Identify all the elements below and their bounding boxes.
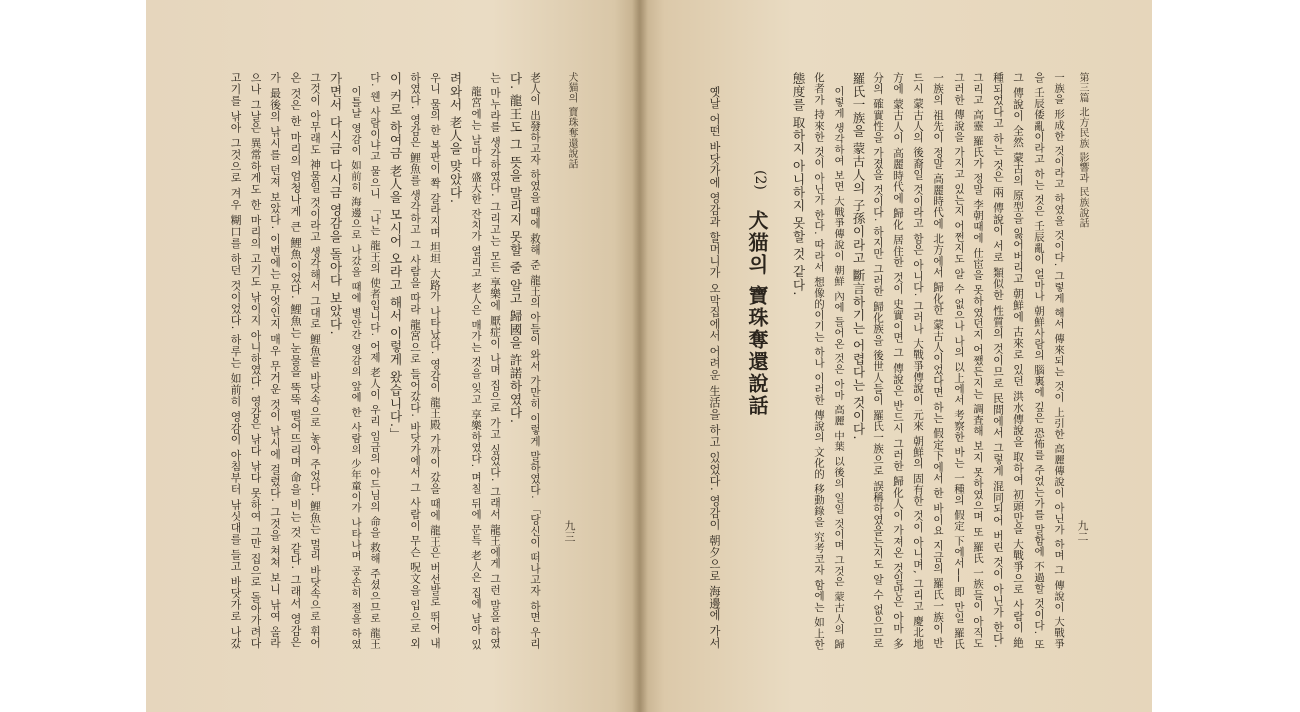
left-line: 老人이 出發하고자 하였을 때에 救해 준 龍王의 아들이 와서 가만히 이렇게 말하였다. 「당신이 떠나고자 하면 우리: [529, 72, 541, 650]
right-line: 그리고 高靈 羅氏가 정말 李朝때에 仕宦을 못하였던지 어쨌든지는 調査해 보지 못하였으며 또 羅氏 一族들이 아직도: [972, 72, 984, 649]
right-line: 드시 蒙古人의 後裔일 것이라고 함은 아니다. 그러나 大戰爭傳說이 元來 朝鮮의 固有한 것이 아니며, 그리고 慶北地: [912, 72, 924, 650]
right-line: 一族을 形成한 것이라고 하였을 것이다. 그렇게 해서 傳來되는 것이 上引한 高麗傳說이 아닌가 하며 그 傳說이 大戰爭: [1052, 72, 1064, 650]
left-line: 온 것은 한 마리의 엄청나게 큰 鯉魚이었다. 鯉魚는 눈물을 뚝뚝 떨어뜨리며 命을 비는 것 같다. 그래서 영감은: [289, 72, 302, 648]
open-book: [146, 0, 1152, 712]
left-page: [146, 0, 639, 712]
right-line: 一族의 祖先이 정말 高麗時代에 北方에서 歸化한 蒙古人이었다면 하는 假定下에서 한 바이요 지금의 羅氏一族이 반: [932, 72, 944, 649]
section-title: 犬猫의 寶珠奪還說話: [745, 210, 769, 417]
right-line: 態度를 取하지 아니하지 못할 것 같다.: [791, 72, 806, 296]
right-page: [639, 0, 1152, 712]
left-page-number: 九三: [563, 520, 576, 542]
right-line: 方에 蒙古人이 高麗時代에 歸化 居住한 것이 史實이면 그 傳說은 반드시 그러한 歸化人이 가져온 것일만은 아마 多: [892, 72, 905, 650]
left-line: 가면서 다시금 다시금 영감을 돌아다 보았다.: [328, 72, 343, 336]
left-line: 다. 龍王도 그 뜻을 말리지 못할 줄 알고 歸國을 許諾하였다.: [508, 72, 523, 424]
right-page-number: 九二: [1076, 520, 1089, 542]
left-line: 우니 물의 한 복판이 쫙 갈라지며 坦坦 大路가 나타났다. 영감이 龍王殿 가까이 갔을 때에 龍王은 버선발로 뛰어 내: [429, 72, 442, 649]
left-line: 하였다. 영감은 鯉魚를 생각하고 그 사람을 따라 龍宮으로 들어갔다. 바닷가에서 그 사람이 무슨 呪文을 입으로 외: [409, 72, 422, 649]
right-line: 을 壬辰倭亂이라고 하는 것은 壬辰亂이 얼마나 朝鮮사람의 腦裏에 깊은 恐怖를 주었는가를 말함에 不過할 것이다. 또: [1032, 72, 1044, 650]
book-gutter: [632, 0, 648, 712]
left-line: 이틀날 영감이 如前히 海邊으로 나갔을 때에 별안간 영감의 앞에 한 사람의 少年童이가 나타나며 공손히 절을 하였: [349, 86, 361, 651]
right-line: 種되었다고 하는 것은 兩 傳說이 서로 類似한 性質의 것이므로 民間에서 그렇게 混同되어 버린 것이 아닌가 한다.: [992, 72, 1005, 649]
right-running-head: 第三篇 北方民族 影響과 民族說話: [1077, 72, 1088, 229]
left-line: 이 커로 하여금 老人을 모시어 오라고 해서 이렇게 왔습니다.」: [388, 72, 403, 441]
left-line: 그것이 아무래도 神물일 것이라고 생각해서 그대로 鯉魚를 바닷속으로 놓아 주었다. 鯉魚는 멀리 바닷속으로 휘어: [309, 72, 322, 649]
left-line: 려와서 老人을 맞았다.: [448, 72, 463, 204]
right-line: 그 傳說이 全然 蒙古의 原型을 잃어버리고 朝鮮에 古來로 있던 洪水傳說을 取하여 初頭만을 大戰爭으로 사람이 絶: [1012, 72, 1025, 649]
section-number: (2): [752, 170, 768, 190]
right-line: 分의 確實性을 가졌을 것이다. 하지만 그러한 歸化族을 後世人들이 羅氏一族으로 誤稱하였을는지도 알 수 없으므로: [872, 72, 884, 649]
left-running-head: 犬猫의 寶珠奪還說話: [566, 72, 577, 170]
right-line: 이렇게 생각하여 보면 大戰爭傳說이 朝鮮 內에 들어온 것은 아마 高麗 中葉 以後의 일일 것이며 그것은 蒙古人의 歸: [832, 86, 844, 650]
right-line: 그러한 傳說을 가지고 있는지 어쩐지도 알 수 없으나 나의 以上에서 考察한 바는 一種의 假定 下에서── 即 만일 羅氏: [952, 72, 964, 650]
left-line: 으나 그날은 異常하게도 한 마리의 고기도 낚이지 아니하였다. 영감은 낚다 낚다 못하여 그만 집으로 돌아가려다: [249, 72, 262, 649]
left-line: 龍宮에는 날마다 盛大한 잔치가 열리고 老人은 매가는 것을 잊고 享樂하였다. 며칠 뒤에 문득 老人은 집에 남아 있: [469, 86, 481, 650]
left-line: 다. 웬 사람이냐고 물으니 「나는 龍王의 使者입니다. 어제 老人이 우리 임금의 아드님의 命을 救해 주셨으므로 龍王: [369, 72, 381, 650]
left-line: 가 最後의 낚시를 던져 보았다. 이번에는 무엇인지 매우 무거운 것이 낚시에 걸렸다. 그것을 쳐쳐 보니 낚여 올라: [269, 72, 282, 649]
right-line: 化者가 持來한 것이 아닌가 한다. 따라서 想像的이기는 하나 이러한 傳說의 文化的 移動錄을 究考코자 함에는 如上한: [812, 72, 824, 650]
left-line: 는 마누라를 생각하였다. 그리고는 모든 享樂에 厭症이 나며 집으로 가고 싶었다. 그래서 龍王에게 그런 말을 하였: [489, 72, 502, 649]
right-line: 羅氏一族을 蒙古人의 子孫이라고 斷言하기는 어렵다는 것이다.: [851, 72, 866, 441]
section-line: 옛날 어떤 바닷가에 영감과 할머니가 오막집에서 어려운 生活을 하고 있었다. 영감이 朝夕으로 海邊에 가서: [708, 86, 721, 649]
left-line: 고기를 낚아 그것으로 겨우 糊口를 하던 것이었다. 하루는 如前히 영감이 아침부터 낚싯대를 들고 바닷가로 나갔: [229, 72, 242, 649]
